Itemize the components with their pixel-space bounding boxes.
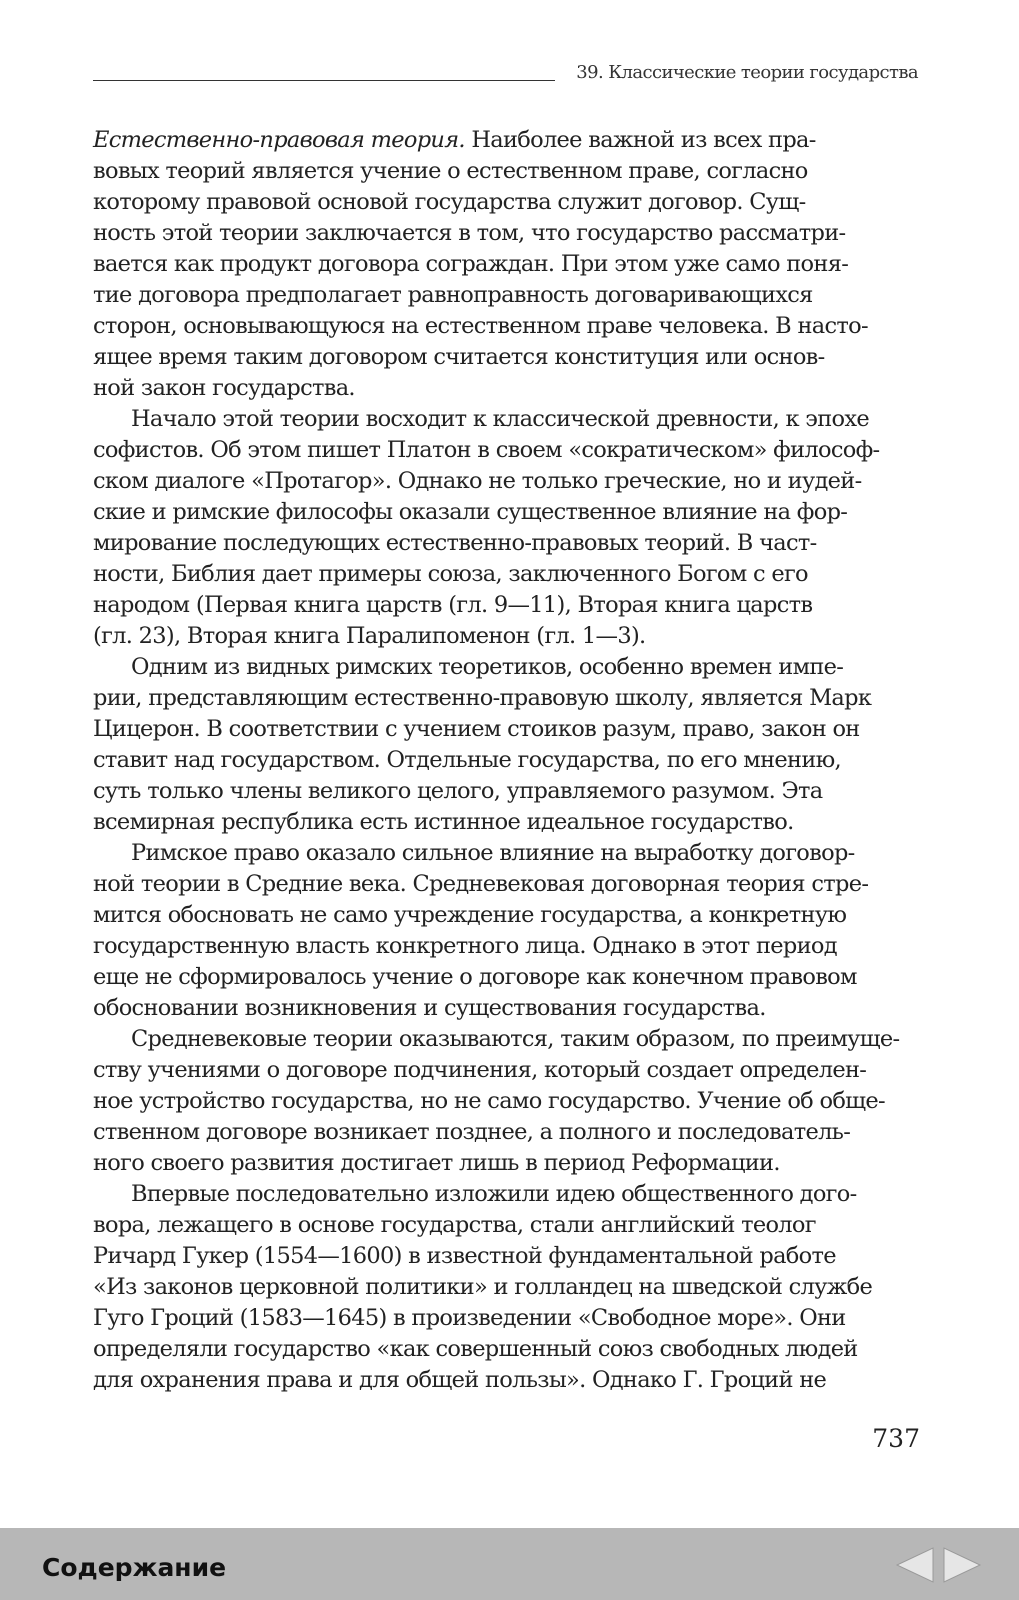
paragraph-first-line: Римское право оказало сильное влияние на выработку договор- (131, 840, 855, 866)
text-line: мирование последующих естественно-правовых теорий. В част- (93, 530, 817, 556)
text-line: ственном договоре возникает позднее, а полного и последователь- (93, 1119, 851, 1145)
text-line: софистов. Об этом пишет Платон в своем «сократическом» философ- (93, 437, 880, 463)
italic-lead: Естественно-правовая теория. (93, 127, 465, 153)
running-title: 39. Классические теории государства (576, 62, 918, 83)
text-line: ности, Библия дает примеры союза, заключенного Богом с его (93, 561, 808, 587)
text-line: определяли государство «как совершенный союз свободных людей (93, 1336, 858, 1362)
text-line: мится обосновать не само учреждение государства, а конкретную (93, 902, 847, 928)
text-line: вора, лежащего в основе государства, стали английский теолог (93, 1212, 816, 1238)
text-line: ной теории в Средние века. Средневековая договорная теория стре- (93, 871, 869, 897)
paragraph-first-line: Начало этой теории восходит к классической древности, к эпохе (131, 406, 869, 432)
triangle-right-icon (942, 1546, 982, 1584)
text-line: ной закон государства. (93, 375, 355, 401)
paragraph-first-line: Одним из видных римских теоретиков, особенно времен импе- (131, 654, 844, 680)
text-line: (гл. 23), Вторая книга Паралипоменон (гл. 1—3). (93, 623, 646, 649)
text-line: всемирная республика есть истинное идеальное государство. (93, 809, 794, 835)
text-line: вовых теорий является учение о естественном праве, согласно (93, 158, 808, 184)
text-line: обосновании возникновения и существования государства. (93, 995, 766, 1021)
page-number: 737 (872, 1424, 920, 1453)
triangle-left-icon (895, 1546, 935, 1584)
text-line: еще не сформировалось учение о договоре как конечном правовом (93, 964, 857, 990)
text-line: сторон, основывающуюся на естественном праве человека. В насто- (93, 313, 868, 339)
text-line: ное устройство государства, но не само государство. Учение об обще- (93, 1088, 885, 1114)
text-line: ставит над государством. Отдельные государства, по его мнению, (93, 747, 841, 773)
next-page-button[interactable] (942, 1546, 982, 1584)
text-line: народом (Первая книга царств (гл. 9—11), Вторая книга царств (93, 592, 813, 618)
header-rule (93, 80, 555, 81)
previous-page-button[interactable] (895, 1546, 935, 1584)
text-line: суть только члены великого целого, управляемого разумом. Эта (93, 778, 823, 804)
text-line: ские и римские философы оказали существенное влияние на фор- (93, 499, 848, 525)
text-line: тие договора предполагает равноправность договаривающихся (93, 282, 813, 308)
running-header (93, 62, 918, 90)
text-line: государственную власть конкретного лица. Однако в этот период (93, 933, 837, 959)
text-line: Ричард Гукер (1554—1600) в известной фундаментальной работе (93, 1243, 836, 1269)
text-line: «Из законов церковной политики» и голландец на шведской службе (93, 1274, 873, 1300)
text-line: вается как продукт договора сограждан. При этом уже само поня- (93, 251, 849, 277)
text-line: Гуго Гроций (1583—1645) в произведении «Свободное море». Они (93, 1305, 846, 1331)
body-text (93, 125, 900, 1396)
text-line: которому правовой основой государства служит договор. Сущ- (93, 189, 806, 215)
paragraph-first-line: Впервые последовательно изложили идею общественного дого- (131, 1181, 857, 1207)
text-line: ность этой теории заключается в том, что государство рассматри- (93, 220, 846, 246)
text-line: ящее время таким договором считается конституция или основ- (93, 344, 825, 370)
text-line: ного своего развития достигает лишь в период Реформации. (93, 1150, 780, 1176)
text-line: Цицерон. В соответствии с учением стоиков разум, право, закон он (93, 716, 860, 742)
text-line: для охранения права и для общей пользы». Однако Г. Гроций не (93, 1367, 827, 1393)
text-line: Естественно-правовая теория. Наиболее важной из всех пра- (93, 127, 816, 153)
text-line: ству учениями о договоре подчинения, который создает определен- (93, 1057, 867, 1083)
text-line: рии, представляющим естественно-правовую школу, является Марк (93, 685, 872, 711)
text-line: ском диалоге «Протагор». Однако не только греческие, но и иудей- (93, 468, 862, 494)
paragraph-first-line: Средневековые теории оказываются, таким образом, по преимуще- (131, 1026, 900, 1052)
table-of-contents-button[interactable]: Содержание (42, 1553, 227, 1582)
